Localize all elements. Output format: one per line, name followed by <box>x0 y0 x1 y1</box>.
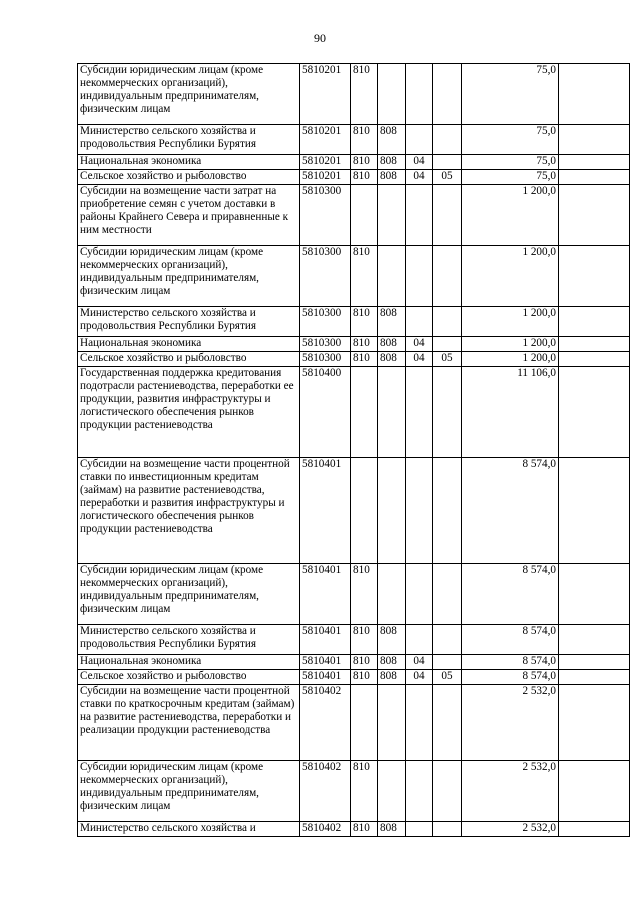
table-row <box>78 185 630 246</box>
row-amount: 75,0 <box>462 125 559 155</box>
row-vr: 810 <box>351 655 378 670</box>
table-row <box>78 458 630 564</box>
row-rz <box>406 125 433 155</box>
row-pr: 05 <box>433 170 462 185</box>
row-gr: 808 <box>378 125 406 155</box>
row-name: Субсидии юридическим лицам (кроме некоммерческих организаций), индивидуальным предпринимателям, физическим лицам <box>78 246 300 307</box>
row-gr: 808 <box>378 822 406 837</box>
row-pr: 05 <box>433 352 462 367</box>
row-name: Сельское хозяйство и рыболовство <box>78 352 300 367</box>
row-vr <box>351 685 378 761</box>
row-pr <box>433 822 462 837</box>
row-gr <box>378 458 406 564</box>
row-csr: 5810300 <box>300 185 351 246</box>
row-vr: 810 <box>351 564 378 625</box>
row-empty-cell <box>559 155 630 170</box>
row-gr: 808 <box>378 625 406 655</box>
row-gr: 808 <box>378 155 406 170</box>
row-rz: 04 <box>406 655 433 670</box>
row-empty-cell <box>559 685 630 761</box>
row-amount: 8 574,0 <box>462 564 559 625</box>
row-pr <box>433 337 462 352</box>
row-empty-cell <box>559 170 630 185</box>
row-pr <box>433 761 462 822</box>
row-rz: 04 <box>406 670 433 685</box>
row-amount: 1 200,0 <box>462 307 559 337</box>
row-amount: 1 200,0 <box>462 337 559 352</box>
row-rz <box>406 822 433 837</box>
row-pr <box>433 155 462 170</box>
row-amount: 1 200,0 <box>462 185 559 246</box>
row-vr: 810 <box>351 625 378 655</box>
row-rz <box>406 761 433 822</box>
row-csr: 5810201 <box>300 125 351 155</box>
row-rz: 04 <box>406 155 433 170</box>
table-row <box>78 822 630 837</box>
row-name: Государственная поддержка кредитования подотрасли растениеводства, переработки ее продукции, развития инфраструктуры и логистического обеспечения рынков продукции растениеводства <box>78 367 300 458</box>
row-csr: 5810402 <box>300 761 351 822</box>
row-amount: 1 200,0 <box>462 246 559 307</box>
row-vr: 810 <box>351 352 378 367</box>
row-name: Министерство сельского хозяйства и продовольствия Республики Бурятия <box>78 125 300 155</box>
row-amount: 1 200,0 <box>462 352 559 367</box>
row-gr: 808 <box>378 337 406 352</box>
table-row <box>78 155 630 170</box>
row-rz <box>406 685 433 761</box>
row-vr <box>351 458 378 564</box>
row-empty-cell <box>559 337 630 352</box>
row-amount: 8 574,0 <box>462 655 559 670</box>
row-csr: 5810402 <box>300 685 351 761</box>
row-amount: 2 532,0 <box>462 685 559 761</box>
row-pr: 05 <box>433 670 462 685</box>
row-name: Сельское хозяйство и рыболовство <box>78 670 300 685</box>
row-gr: 808 <box>378 655 406 670</box>
table-row <box>78 670 630 685</box>
row-name: Субсидии на возмещение части затрат на приобретение семян с учетом доставки в районы Крайнего Севера и приравненные к ним местности <box>78 185 300 246</box>
table-row <box>78 685 630 761</box>
row-csr: 5810201 <box>300 64 351 125</box>
row-empty-cell <box>559 352 630 367</box>
row-rz <box>406 564 433 625</box>
row-amount: 2 532,0 <box>462 761 559 822</box>
row-amount: 11 106,0 <box>462 367 559 458</box>
row-amount: 8 574,0 <box>462 670 559 685</box>
row-pr <box>433 625 462 655</box>
row-amount: 75,0 <box>462 64 559 125</box>
row-gr <box>378 246 406 307</box>
table-row <box>78 337 630 352</box>
row-name: Субсидии юридическим лицам (кроме некоммерческих организаций), индивидуальным предпринимателям, физическим лицам <box>78 64 300 125</box>
row-empty-cell <box>559 655 630 670</box>
row-vr: 810 <box>351 170 378 185</box>
row-empty-cell <box>559 246 630 307</box>
row-amount: 2 532,0 <box>462 822 559 837</box>
table-row <box>78 125 630 155</box>
row-name: Субсидии юридическим лицам (кроме некоммерческих организаций), индивидуальным предпринимателям, физическим лицам <box>78 564 300 625</box>
table-row <box>78 625 630 655</box>
row-pr <box>433 367 462 458</box>
table-row <box>78 170 630 185</box>
row-empty-cell <box>559 822 630 837</box>
row-empty-cell <box>559 761 630 822</box>
row-gr: 808 <box>378 352 406 367</box>
row-csr: 5810401 <box>300 655 351 670</box>
row-amount: 75,0 <box>462 155 559 170</box>
row-vr: 810 <box>351 822 378 837</box>
row-csr: 5810402 <box>300 822 351 837</box>
row-pr <box>433 64 462 125</box>
row-gr <box>378 685 406 761</box>
row-gr: 808 <box>378 670 406 685</box>
row-gr <box>378 185 406 246</box>
row-rz <box>406 367 433 458</box>
table-row <box>78 761 630 822</box>
row-csr: 5810300 <box>300 246 351 307</box>
table-row <box>78 307 630 337</box>
table-row <box>78 367 630 458</box>
row-pr <box>433 307 462 337</box>
table-row <box>78 655 630 670</box>
row-name: Национальная экономика <box>78 655 300 670</box>
row-rz <box>406 246 433 307</box>
row-rz <box>406 64 433 125</box>
row-csr: 5810300 <box>300 307 351 337</box>
row-empty-cell <box>559 125 630 155</box>
page-number: 90 <box>314 31 326 45</box>
row-gr: 808 <box>378 170 406 185</box>
row-gr <box>378 761 406 822</box>
row-pr <box>433 685 462 761</box>
row-empty-cell <box>559 458 630 564</box>
row-pr <box>433 185 462 246</box>
row-pr <box>433 655 462 670</box>
row-csr: 5810401 <box>300 564 351 625</box>
row-csr: 5810401 <box>300 670 351 685</box>
row-vr <box>351 367 378 458</box>
row-empty-cell <box>559 185 630 246</box>
row-name: Министерство сельского хозяйства и <box>78 822 300 837</box>
row-empty-cell <box>559 625 630 655</box>
row-amount: 75,0 <box>462 170 559 185</box>
row-vr: 810 <box>351 64 378 125</box>
row-csr: 5810401 <box>300 458 351 564</box>
row-name: Субсидии на возмещение части процентной ставки по инвестиционным кредитам (займам) на развитие растениеводства, переработки и развития инфраструктуры и логистического обеспечения рынков продукции растениеводства <box>78 458 300 564</box>
row-vr: 810 <box>351 761 378 822</box>
row-csr: 5810300 <box>300 337 351 352</box>
row-empty-cell <box>559 670 630 685</box>
row-amount: 8 574,0 <box>462 458 559 564</box>
row-gr <box>378 367 406 458</box>
row-csr: 5810201 <box>300 155 351 170</box>
row-rz <box>406 625 433 655</box>
row-rz <box>406 307 433 337</box>
row-gr <box>378 564 406 625</box>
row-csr: 5810201 <box>300 170 351 185</box>
row-csr: 5810400 <box>300 367 351 458</box>
row-csr: 5810300 <box>300 352 351 367</box>
row-pr <box>433 125 462 155</box>
row-rz: 04 <box>406 352 433 367</box>
row-name: Субсидии юридическим лицам (кроме некоммерческих организаций), индивидуальным предпринимателям, физическим лицам <box>78 761 300 822</box>
row-rz: 04 <box>406 170 433 185</box>
row-rz <box>406 458 433 564</box>
row-name: Сельское хозяйство и рыболовство <box>78 170 300 185</box>
row-name: Национальная экономика <box>78 155 300 170</box>
row-vr: 810 <box>351 155 378 170</box>
row-name: Субсидии на возмещение части процентной ставки по краткосрочным кредитам (займам) на развитие растениеводства, переработки и реализации продукции растениеводства <box>78 685 300 761</box>
row-gr <box>378 64 406 125</box>
table-row <box>78 352 630 367</box>
row-rz <box>406 185 433 246</box>
row-empty-cell <box>559 307 630 337</box>
row-vr: 810 <box>351 337 378 352</box>
row-vr: 810 <box>351 125 378 155</box>
table-row <box>78 246 630 307</box>
row-pr <box>433 458 462 564</box>
row-name: Министерство сельского хозяйства и продовольствия Республики Бурятия <box>78 625 300 655</box>
row-vr <box>351 185 378 246</box>
row-amount: 8 574,0 <box>462 625 559 655</box>
row-csr: 5810401 <box>300 625 351 655</box>
row-empty-cell <box>559 367 630 458</box>
row-vr: 810 <box>351 246 378 307</box>
row-pr <box>433 564 462 625</box>
budget-table <box>77 63 630 837</box>
row-name: Министерство сельского хозяйства и продовольствия Республики Бурятия <box>78 307 300 337</box>
row-pr <box>433 246 462 307</box>
table-row <box>78 64 630 125</box>
row-empty-cell <box>559 64 630 125</box>
row-name: Национальная экономика <box>78 337 300 352</box>
row-vr: 810 <box>351 307 378 337</box>
row-vr: 810 <box>351 670 378 685</box>
row-gr: 808 <box>378 307 406 337</box>
table-row <box>78 564 630 625</box>
row-rz: 04 <box>406 337 433 352</box>
row-empty-cell <box>559 564 630 625</box>
